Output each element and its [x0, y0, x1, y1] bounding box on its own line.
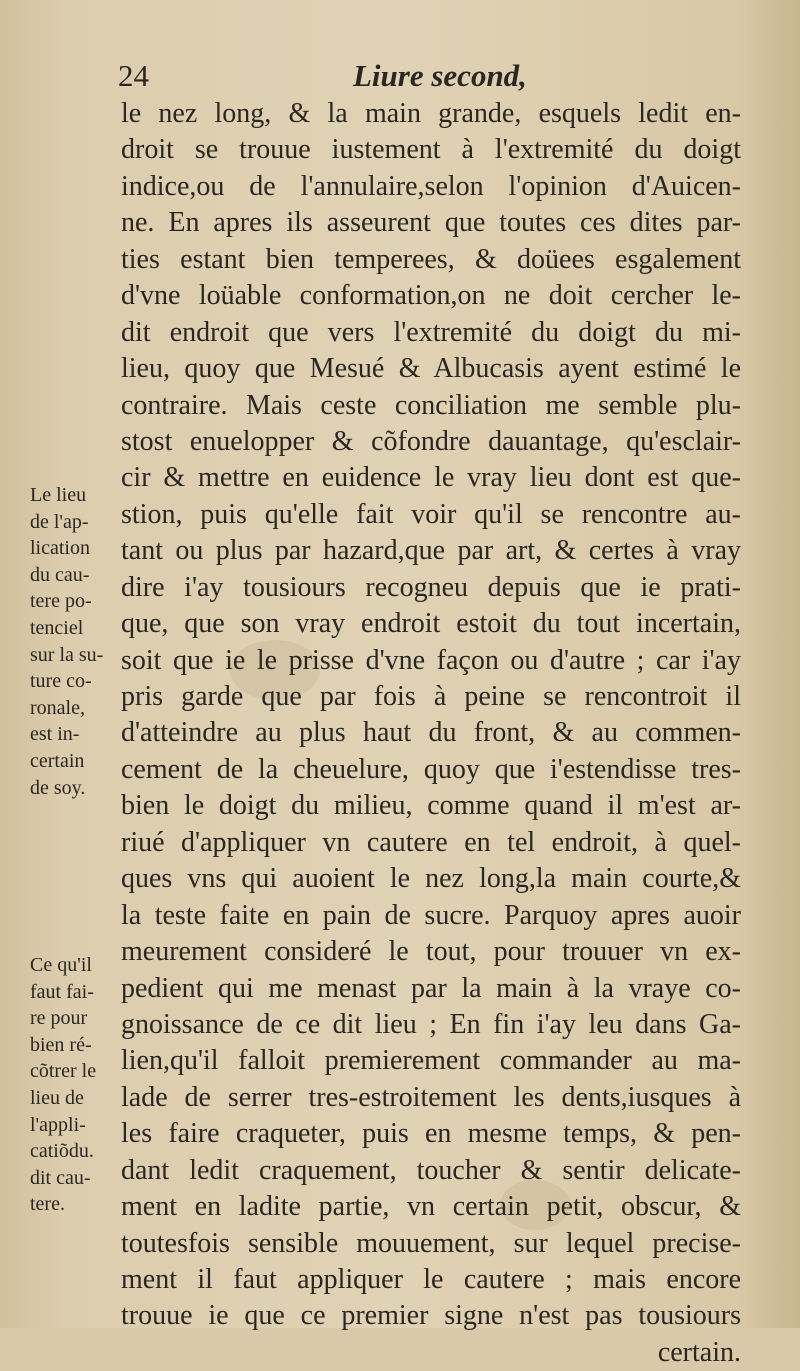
margin-note-line: Ce qu'il [30, 954, 92, 976]
text-line: ne. En apres ils asseurent que toutes ces dites par- [121, 207, 741, 239]
margin-note-line: Le lieu [30, 484, 87, 506]
margin-note-line: tere po- [30, 590, 92, 613]
text-line: toutesfois sensible mouuement, sur lequel precise- [121, 1227, 741, 1259]
text-line: que, que son vray endroit estoit du tout incertain, [121, 608, 741, 640]
text-line: stion, puis qu'elle fait voir qu'il se rencontre au- [121, 498, 741, 530]
margin-note-line: est in- [30, 723, 80, 746]
text-line: pedient qui me menast par la main à la vraye co- [121, 972, 741, 1004]
text-line: cir & mettre en euidence le vray lieu dont est que- [121, 462, 741, 494]
margin-note-finding-place [30, 952, 126, 1218]
margin-note-line: lieu de [30, 1086, 84, 1109]
margin-note-line: du cau- [30, 563, 90, 586]
text-line: dant ledit craquement, toucher & sentir delicate- [121, 1154, 741, 1186]
text-line: riué d'appliquer vn cautere en tel endroit, à quel- [121, 826, 741, 858]
running-title: Liure second, [353, 58, 527, 93]
margin-note-line: sur la su- [30, 643, 104, 666]
text-line: pris garde que par fois à peine se rencontroit il [121, 681, 741, 712]
margin-note-line: re pour [30, 1007, 88, 1030]
margin-note-line: de l'ap- [30, 510, 89, 533]
text-line: certain. [657, 1336, 741, 1368]
margin-note-line: ture co- [30, 670, 92, 693]
main-text-block [121, 96, 741, 1371]
text-line: indice,ou de l'annulaire,selon l'opinion d'Auicen- [121, 170, 741, 202]
page-header [118, 58, 738, 98]
text-line: ques vns qui auoient le nez long,la main courte,& [121, 863, 741, 895]
margin-note-line: tere. [30, 1193, 65, 1216]
text-line: d'atteindre au plus haut du front, & au commen- [121, 717, 741, 749]
page-number: 24 [118, 58, 149, 93]
margin-note-line: l'appli- [30, 1113, 86, 1136]
margin-note-line: lication [30, 537, 90, 560]
text-line: ment il faut appliquer le cautere ; mais encore [121, 1264, 741, 1295]
text-line: lade de serrer tres-estroitement les dents,iusques à [121, 1081, 741, 1113]
text-line: dire i'ay tousiours recogneu depuis que ie prati- [121, 571, 741, 603]
text-line: lien,qu'il falloit premierement commander au ma- [121, 1045, 741, 1077]
margin-note-line: de soy. [30, 776, 86, 799]
text-line: dit endroit que vers l'extremité du doigt du mi- [121, 316, 741, 348]
text-line: bien le doigt du milieu, comme quand il m'est ar- [121, 790, 741, 822]
text-line: ties estant bien temperees, & doüees esgalement [121, 243, 741, 275]
margin-note-cautery-place [30, 482, 126, 801]
margin-note-line: bien ré- [30, 1033, 92, 1056]
margin-note-line: certain [30, 749, 85, 772]
text-line: ment en ladite partie, vn certain petit, obscur, & [121, 1191, 741, 1223]
margin-note-line: dit cau- [30, 1166, 91, 1189]
text-line: contraire. Mais ceste conciliation me semble plu- [121, 389, 741, 421]
margin-note-line: faut fai- [30, 980, 94, 1003]
text-line: lieu, quoy que Mesué & Albucasis ayent estimé le [121, 353, 741, 385]
margin-note-line: catiõdu. [30, 1140, 94, 1163]
text-line: d'vne loüable conformation,on ne doit cercher le- [121, 280, 741, 312]
text-line: les faire craqueter, puis en mesme temps, & pen- [121, 1118, 741, 1150]
text-line: droit se trouue iustement à l'extremité du doigt [121, 134, 741, 166]
text-line: stost enuelopper & cõfondre dauantage, qu'esclair- [121, 425, 741, 457]
text-line: meurement consideré le tout, pour trouuer vn ex- [121, 936, 741, 968]
text-line: la teste faite en pain de sucre. Parquoy apres auoir [121, 899, 741, 931]
text-line: cement de la cheuelure, quoy que i'estendisse tres- [121, 753, 741, 785]
text-line: gnoissance de ce dit lieu ; En fin i'ay leu dans Ga- [121, 1008, 741, 1040]
text-line: trouue ie que ce premier signe n'est pas tousiours [121, 1300, 741, 1332]
text-line: soit que ie le prisse d'vne façon ou d'autre ; car i'ay [121, 644, 741, 676]
margin-note-line: tenciel [30, 616, 84, 639]
text-line: tant ou plus par hazard,que par art, & certes à vray [121, 535, 741, 567]
margin-note-line: cõtrer le [30, 1060, 97, 1083]
text-line: le nez long, & la main grande, esquels ledit en- [121, 98, 741, 129]
margin-note-line: ronale, [30, 696, 85, 719]
